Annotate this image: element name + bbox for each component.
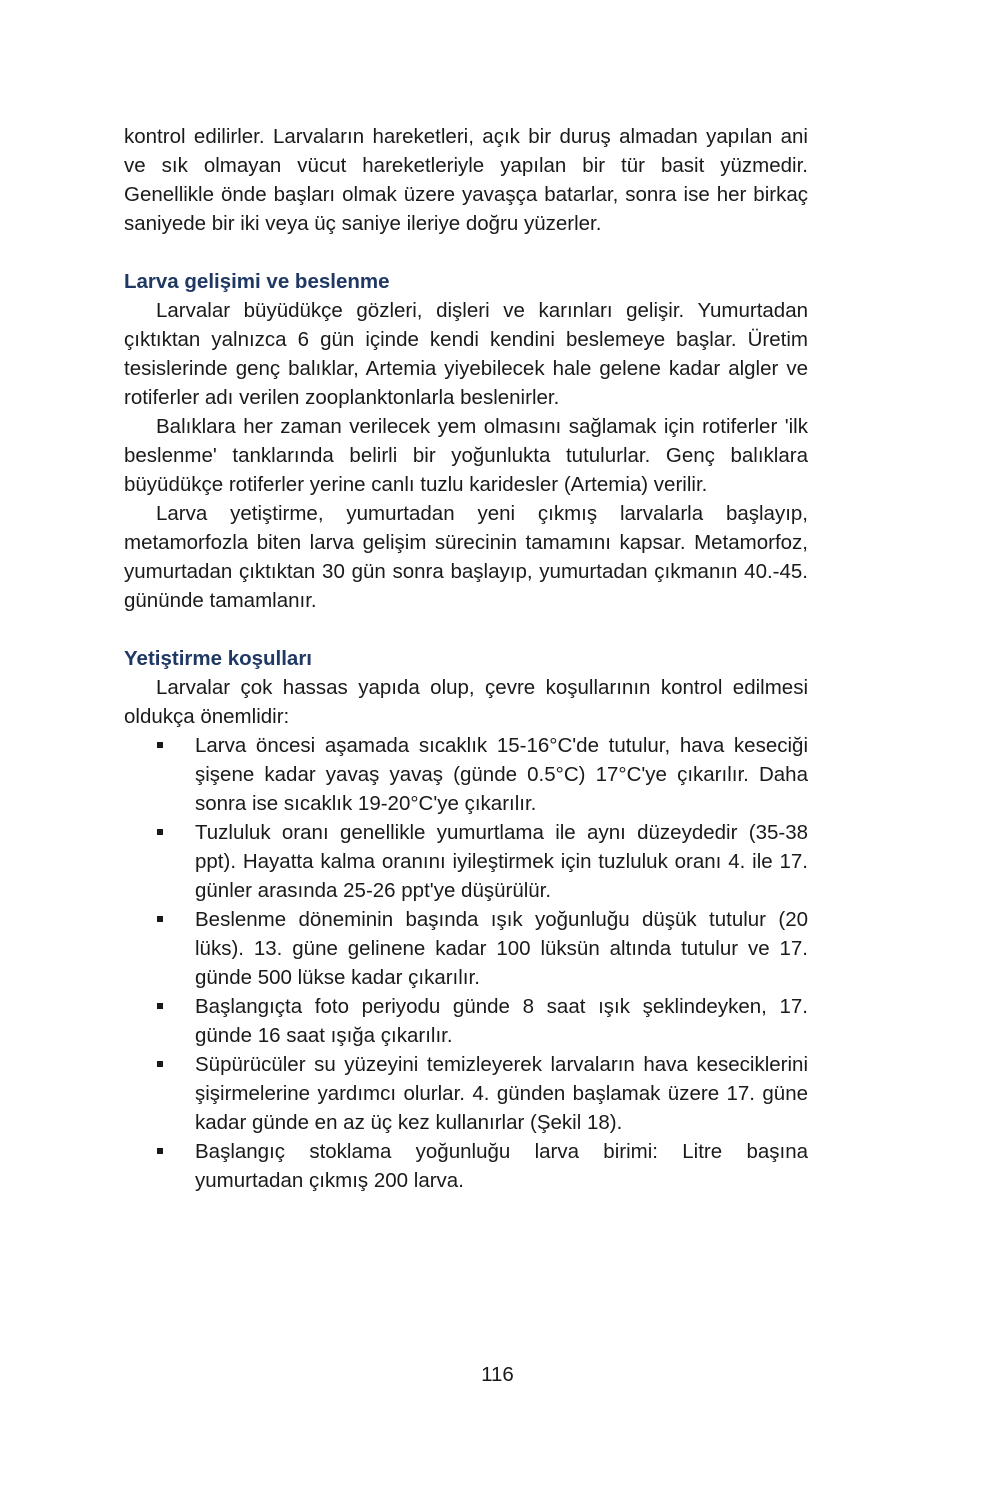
list-item-text: Tuzluluk oranı genellikle yumurtlama ile aynı düzeydedir (35-38 ppt). Hayatta kalma oranını iyileştirmek için tuzluluk oranı 4. ile 17. günler arasında 25-26 ppt'ye düşürülür. <box>195 821 808 902</box>
square-bullet-icon <box>157 1061 163 1067</box>
paragraph: Larvalar büyüdükçe gözleri, dişleri ve karınları gelişir. Yumurtadan çıktıktan yalnızca 6 gün içinde kendi kendini beslemeye başlar. Üretim tesislerinde genç balıklar, Artemia yiyebilecek hale gelene kadar algler ve rotiferler adı verilen zooplanktonlarla beslenirler. <box>124 299 808 409</box>
intro-paragraph: kontrol edilirler. Larvaların hareketleri, açık bir duruş almadan yapılan ani ve sık olmayan vücut hareketleriyle yapılan bir tür basit yüzmedir. Genellikle önde başları olmak üzere yavaşça batarlar, sonra ise her birkaç saniyede bir iki veya üç saniye ileriye doğru yüzerler. <box>124 125 808 235</box>
list-item-text: Başlangıç stoklama yoğunluğu larva birimi: Litre başına yumurtadan çıkmış 200 larva. <box>195 1140 808 1192</box>
list-item-text: Beslenme döneminin başında ışık yoğunluğu düşük tutulur (20 lüks). 13. güne gelinene kadar 100 lüksün altında tutulur ve 17. günde 500 lükse kadar çıkarılır. <box>195 908 808 989</box>
list-item <box>124 731 808 818</box>
square-bullet-icon <box>157 829 163 835</box>
square-bullet-icon <box>157 742 163 748</box>
list-item <box>124 1050 808 1137</box>
list-item <box>124 992 808 1050</box>
page-content <box>124 122 808 1195</box>
list-item-text: Süpürücüler su yüzeyini temizleyerek larvaların hava keseciklerini şişirmelerine yardımcı olurlar. 4. günden başlamak üzere 17. güne kadar günde en az üç kez kullanırlar (Şekil 18). <box>195 1053 808 1134</box>
paragraph: Balıklara her zaman verilecek yem olmasını sağlamak için rotiferler 'ilk beslenme' tanklarında belirli bir yoğunlukta tutulurlar. Genç balıklara büyüdükçe rotiferler yerine canlı tuzlu karidesler (Artemia) verilir. <box>124 415 808 496</box>
square-bullet-icon <box>157 1003 163 1009</box>
paragraph: Larvalar çok hassas yapıda olup, çevre koşullarının kontrol edilmesi oldukça önemlidir: <box>124 676 808 728</box>
spacer <box>124 238 808 267</box>
list-item <box>124 1137 808 1195</box>
square-bullet-icon <box>157 1148 163 1154</box>
section-heading-rearing-conditions: Yetiştirme koşulları <box>124 647 313 670</box>
page-number: 116 <box>481 1363 514 1386</box>
list-item <box>124 905 808 992</box>
list-item-text: Larva öncesi aşamada sıcaklık 15-16°C'de tutulur, hava keseciği şişene kadar yavaş yavaş (günde 0.5°C) 17°C'ye çıkarılır. Daha sonra ise sıcaklık 19-20°C'ye çıkarılır. <box>195 734 808 815</box>
square-bullet-icon <box>157 916 163 922</box>
spacer <box>124 615 808 644</box>
list-item-text: Başlangıçta foto periyodu günde 8 saat ışık şeklindeyken, 17. günde 16 saat ışığa çıkarılır. <box>195 995 808 1047</box>
list-item <box>124 818 808 905</box>
section-heading-larva-development: Larva gelişimi ve beslenme <box>124 270 390 293</box>
paragraph: Larva yetiştirme, yumurtadan yeni çıkmış larvalarla başlayıp, metamorfozla biten larva gelişim sürecinin tamamını kapsar. Metamorfoz, yumurtadan çıktıktan 30 gün sonra başlayıp, yumurtadan çıkmanın 40.-45. gününde tamamlanır. <box>124 502 808 612</box>
conditions-list <box>124 731 808 1195</box>
